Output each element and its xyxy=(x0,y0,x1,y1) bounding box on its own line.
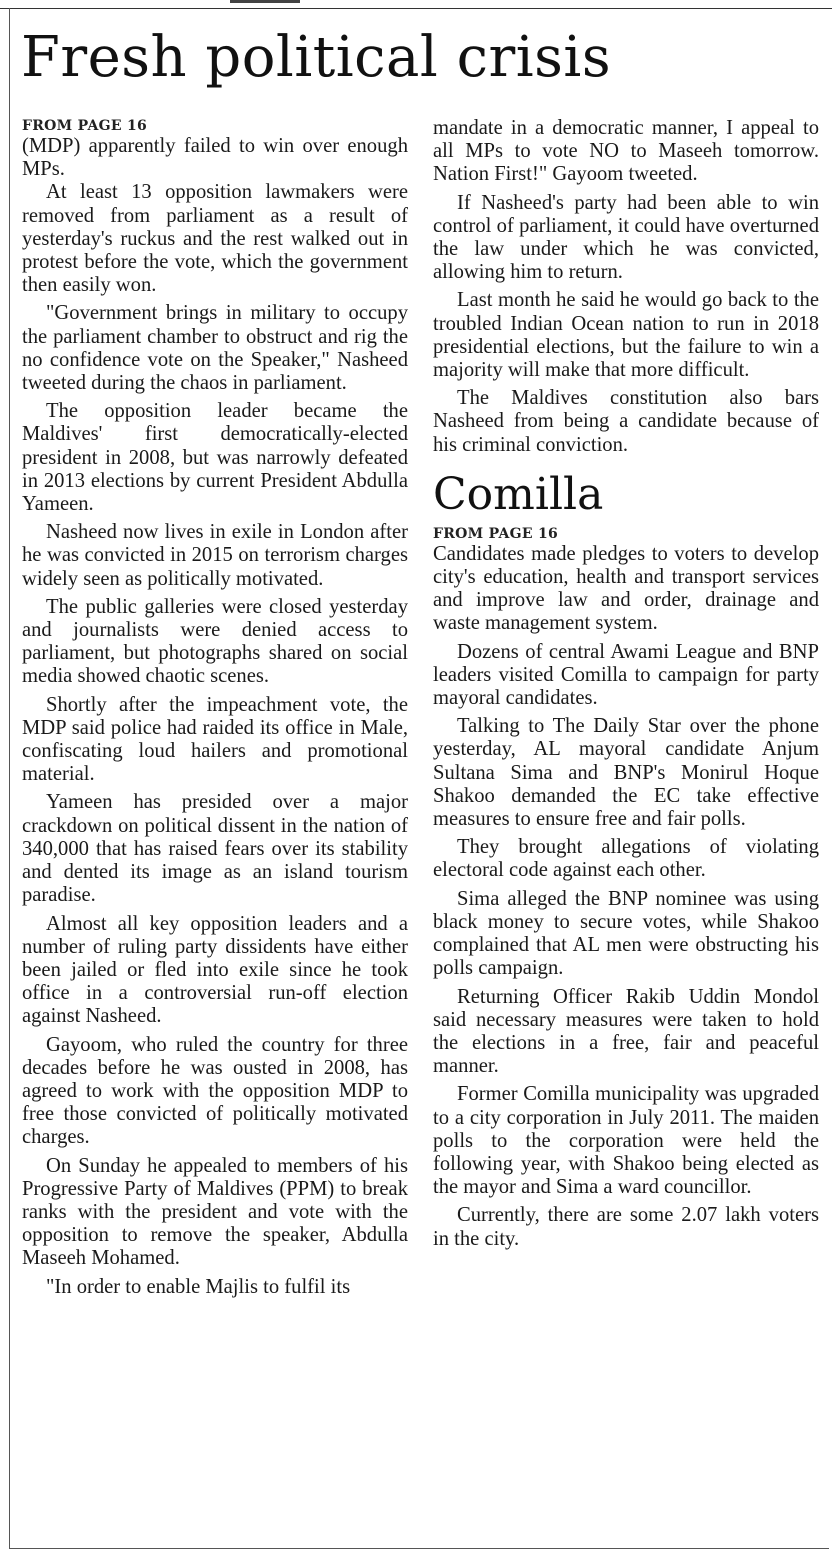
article-paragraph: (MDP) apparently failed to win over enough MPs. xyxy=(22,135,408,181)
headline-comilla: Comilla xyxy=(433,468,604,520)
top-rule xyxy=(0,8,832,9)
article-paragraph: Nasheed now lives in exile in London after he was convicted in 2015 on terrorism charges widely seen as politically motivated. xyxy=(22,521,408,590)
top-rule-stub xyxy=(230,0,300,3)
article-paragraph: Candidates made pledges to voters to develop city's education, health and transport services and improve law and order, drainage and waste management system. xyxy=(433,542,819,635)
article-paragraph: "Government brings in military to occupy the parliament chamber to obstruct and rig the no confidence vote on the Speaker," Nasheed tweeted during the chaos in parliament. xyxy=(22,302,408,395)
article-paragraph: Sima alleged the BNP nominee was using black money to secure votes, while Shakoo complained that AL men were obstructing his polls campaign. xyxy=(433,887,819,980)
article-paragraph: Former Comilla municipality was upgraded to a city corporation in July 2011. The maiden polls to the corporation were held the following year, with Shakoo being elected as the mayor and Sima a ward councillor. xyxy=(433,1083,819,1199)
article-paragraph: Yameen has presided over a major crackdown on political dissent in the nation of 340,000 that has raised fears over its stability and dented its image as an island tourism paradise. xyxy=(22,791,408,907)
article-paragraph: mandate in a democratic manner, I appeal to all MPs to vote NO to Maseeh tomorrow. Nation First!" Gayoom tweeted. xyxy=(433,117,819,186)
article-paragraph: Currently, there are some 2.07 lakh voters in the city. xyxy=(433,1204,819,1250)
article-column-left xyxy=(22,117,408,1299)
article-paragraph: Talking to The Daily Star over the phone yesterday, AL mayoral candidate Anjum Sultana Sima and BNP's Monirul Hoque Shakoo demanded the EC take effective measures to ensure free and fair polls. xyxy=(433,715,819,831)
article-paragraph: If Nasheed's party had been able to win control of parliament, it could have overturned the law under which he was convicted, allowing him to return. xyxy=(433,191,819,284)
article-paragraph: The Maldives constitution also bars Nasheed from being a candidate because of his criminal conviction. xyxy=(433,387,819,456)
article-paragraph: Dozens of central Awami League and BNP leaders visited Comilla to campaign for party mayoral candidates. xyxy=(433,640,819,710)
article-paragraph: They brought allegations of violating electoral code against each other. xyxy=(433,836,819,882)
article-paragraph: Last month he said he would go back to the troubled Indian Ocean nation to run in 2018 presidential elections, but the failure to win a majority will make that more difficult. xyxy=(433,289,819,382)
bottom-rule xyxy=(9,1548,829,1549)
kicker-from-page: FROM PAGE 16 xyxy=(22,118,148,134)
article-paragraph: Returning Officer Rakib Uddin Mondol said necessary measures were taken to hold the elections in a free, fair and peaceful manner. xyxy=(433,985,819,1078)
article-paragraph: At least 13 opposition lawmakers were removed from parliament as a result of yesterday's ruckus and the rest walked out in protest before the vote, which the government then easily won. xyxy=(22,181,408,297)
kicker-from-page: FROM PAGE 16 xyxy=(433,525,559,542)
article-paragraph: Gayoom, who ruled the country for three decades before he was ousted in 2008, has agreed to work with the opposition MDP to free those convicted of politically motivated charges. xyxy=(22,1033,408,1149)
article-paragraph: Almost all key opposition leaders and a number of ruling party dissidents have either been jailed or fled into exile since he took office in a controversial run-off election against Nasheed. xyxy=(22,912,408,1028)
article-paragraph: Shortly after the impeachment vote, the MDP said police had raided its office in Male, confiscating loud hailers and promotional material. xyxy=(22,693,408,786)
article-paragraph: "In order to enable Majlis to fulfil its xyxy=(46,1275,351,1298)
article-column-right xyxy=(433,117,819,1251)
article-paragraph: The public galleries were closed yesterday and journalists were denied access to parliament, but photographs shared on social media showed chaotic scenes. xyxy=(22,595,408,688)
article-paragraph: On Sunday he appealed to members of his Progressive Party of Maldives (PPM) to break ranks with the president and vote with the opposition to remove the speaker, Abdulla Maseeh Mohamed. xyxy=(22,1154,408,1270)
article-paragraph: The opposition leader became the Maldives' first democratically-elected president in 2008, but was narrowly defeated in 2013 elections by current President Abdulla Yameen. xyxy=(22,400,408,516)
headline-fresh-political-crisis: Fresh political crisis xyxy=(21,25,612,90)
left-column-rule xyxy=(9,8,10,1548)
